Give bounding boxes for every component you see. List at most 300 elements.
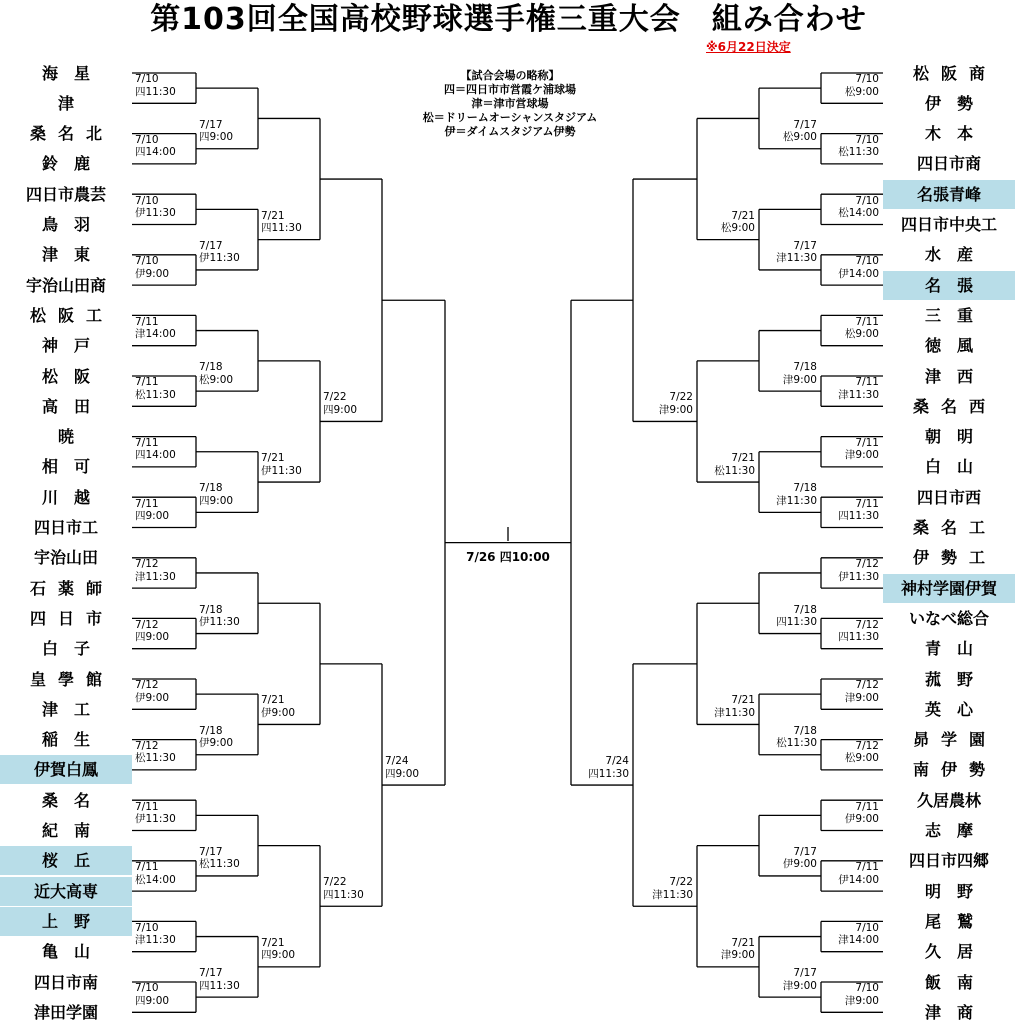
match-date: 7/12: [855, 739, 879, 752]
match-schedule: [135, 376, 176, 401]
right-team-slot: [883, 59, 1015, 88]
match-venue-time: 伊14:00: [838, 873, 879, 886]
team-name: 木 本: [924, 124, 973, 144]
match-schedule: [819, 679, 879, 704]
match-venue-time: 津9:00: [844, 994, 879, 1007]
match-date: 7/12: [135, 618, 159, 631]
match-schedule: [135, 73, 176, 98]
team-name: 英 心: [924, 699, 973, 719]
match-schedule: [695, 452, 755, 477]
match-schedule: [261, 937, 295, 962]
match-date: 7/18: [199, 603, 223, 616]
team-name: 志 摩: [924, 821, 973, 840]
match-venue-time: 伊9:00: [782, 858, 817, 871]
match-date: 7/18: [199, 361, 223, 374]
right-team-slot: [883, 634, 1015, 663]
team-name: 名張青峰: [916, 184, 981, 204]
match-date: 7/10: [135, 921, 159, 934]
match-venue-time: 松11:30: [135, 388, 176, 401]
match-venue-time: 四11:30: [135, 85, 176, 98]
match-schedule: [323, 391, 357, 416]
left-team-slot: [0, 695, 132, 724]
team-name: 宇治山田商: [25, 275, 106, 295]
right-team-slot: [883, 362, 1015, 391]
match-venue-time: 松9:00: [844, 328, 879, 341]
left-team-slot: [0, 210, 132, 239]
match-schedule: [261, 694, 295, 719]
match-venue-time: 四9:00: [135, 994, 170, 1007]
match-schedule: [135, 437, 176, 462]
team-name: 四日市四郷: [908, 851, 989, 871]
right-team-slot: [883, 422, 1015, 451]
team-name: 三 重: [924, 305, 973, 325]
match-schedule: [819, 195, 879, 220]
left-team-slot: [0, 755, 132, 784]
team-name: 海 星: [41, 63, 90, 83]
match-date: 7/21: [261, 452, 285, 465]
left-team-slot: [0, 422, 132, 451]
right-team-slot: [883, 392, 1015, 421]
match-date: 7/12: [135, 739, 159, 752]
venue-legend-line: 四＝四日市市営霞ケ浦球場: [444, 83, 576, 96]
match-venue-time: 津9:00: [720, 949, 755, 962]
match-date: 7/18: [199, 724, 223, 737]
left-team-slot: [0, 119, 132, 148]
match-venue-time: 四9:00: [385, 767, 420, 780]
left-team-slot: [0, 362, 132, 391]
team-name: 津 工: [41, 699, 90, 719]
team-name: 松阪商: [912, 63, 997, 83]
team-name: 津田学園: [33, 1002, 98, 1022]
team-name: 桑名北: [29, 124, 114, 144]
match-date: 7/18: [793, 603, 817, 616]
team-name: 川 越: [41, 487, 90, 507]
match-venue-time: 津9:00: [658, 403, 693, 416]
team-name: 鈴 鹿: [41, 154, 90, 174]
left-team-slot: [0, 846, 132, 875]
match-date: 7/17: [199, 967, 223, 980]
match-venue-time: 津9:00: [782, 979, 817, 992]
team-name: 白 子: [41, 639, 90, 659]
decision-note: ※6月22日決定: [706, 40, 791, 54]
match-venue-time: 松9:00: [782, 131, 817, 144]
left-team-slot: [0, 483, 132, 512]
match-date: 7/22: [323, 876, 347, 889]
team-name: 昴学園: [912, 730, 997, 750]
right-team-slot: [883, 180, 1015, 209]
left-team-slot: [0, 998, 132, 1027]
match-date: 7/10: [855, 73, 879, 86]
match-date: 7/11: [135, 800, 159, 813]
match-date: 7/11: [855, 376, 879, 389]
match-schedule: [757, 604, 817, 629]
left-team-slot: [0, 240, 132, 269]
team-name: 四日市農芸: [25, 184, 106, 204]
team-name: 南伊勢: [912, 760, 997, 780]
match-venue-time: 津11:30: [776, 252, 817, 265]
match-date: 7/11: [855, 497, 879, 510]
match-date: 7/21: [731, 694, 755, 707]
match-date: 7/11: [135, 436, 159, 449]
match-schedule: [757, 361, 817, 386]
team-name: 久居農林: [916, 790, 981, 810]
match-date: 7/10: [135, 133, 159, 146]
match-date: 7/11: [135, 497, 159, 510]
right-team-slot: [883, 513, 1015, 542]
match-schedule: [819, 740, 879, 765]
match-schedule: [199, 119, 233, 144]
match-date: 7/10: [855, 255, 879, 268]
left-team-slot: [0, 271, 132, 300]
match-schedule: [199, 240, 240, 265]
left-team-slot: [0, 301, 132, 330]
match-schedule: [261, 210, 302, 235]
match-date: 7/10: [135, 73, 159, 86]
match-date: 7/10: [135, 194, 159, 207]
match-venue-time: 伊14:00: [838, 267, 879, 280]
match-venue-time: 伊11:30: [135, 813, 176, 825]
match-date: 7/10: [135, 982, 159, 995]
match-schedule: [757, 846, 817, 871]
team-name: 伊 勢: [924, 93, 973, 113]
team-name: 四日市南: [33, 972, 98, 992]
match-date: 7/22: [669, 391, 693, 404]
left-team-slot: [0, 786, 132, 815]
match-venue-time: 松9:00: [199, 373, 234, 386]
match-date: 7/11: [135, 861, 159, 874]
match-schedule: [695, 210, 755, 235]
right-team-slot: [883, 998, 1015, 1027]
team-name: いなべ総合: [908, 608, 989, 628]
match-date: 7/18: [793, 361, 817, 374]
left-team-slot: [0, 59, 132, 88]
venue-legend-heading: 【試合会場の略称】: [460, 69, 560, 82]
match-schedule: [135, 255, 169, 280]
match-schedule: [819, 134, 879, 159]
match-schedule: [819, 498, 879, 523]
match-schedule: [199, 725, 233, 750]
team-name: 四日市: [29, 608, 114, 628]
left-team-slot: [0, 180, 132, 209]
match-date: 7/10: [855, 194, 879, 207]
match-date: 7/17: [793, 118, 817, 131]
right-team-slot: [883, 968, 1015, 997]
match-date: 7/11: [855, 800, 879, 813]
match-schedule: [135, 861, 176, 886]
match-venue-time: 伊9:00: [261, 706, 296, 719]
left-team-slot: [0, 665, 132, 694]
right-team-slot: [883, 574, 1015, 603]
team-name: 尾 鷲: [924, 911, 973, 931]
match-schedule: [199, 967, 240, 992]
match-date: 7/21: [731, 936, 755, 949]
match-schedule: [199, 604, 240, 629]
team-name: 久 居: [924, 942, 973, 962]
right-team-slot: [883, 271, 1015, 300]
left-team-slot: [0, 907, 132, 936]
match-schedule: [135, 982, 169, 1007]
team-name: 津 商: [924, 1002, 973, 1022]
match-venue-time: 津9:00: [844, 691, 879, 704]
match-venue-time: 伊9:00: [135, 691, 170, 704]
team-name: 皇學館: [29, 669, 114, 689]
team-name: 白 山: [924, 457, 973, 477]
team-name: 明 野: [924, 881, 973, 901]
team-name: 稲 生: [41, 730, 90, 750]
match-venue-time: 伊11:30: [261, 464, 302, 477]
match-schedule: [695, 937, 755, 962]
match-date: 7/11: [135, 315, 159, 328]
match-venue-time: 伊11:30: [199, 252, 240, 265]
match-venue-time: 四9:00: [199, 494, 234, 507]
match-schedule: [199, 846, 240, 871]
team-name: 四日市商: [916, 154, 981, 174]
venue-legend-line: 津＝津市営球場: [471, 97, 549, 110]
match-date: 7/22: [323, 391, 347, 404]
match-venue-time: 四14:00: [135, 449, 176, 462]
match-date: 7/10: [855, 133, 879, 146]
team-name: 上 野: [41, 911, 90, 931]
match-schedule: [757, 967, 817, 992]
match-venue-time: 松9:00: [844, 85, 879, 98]
match-schedule: [569, 755, 629, 780]
match-schedule: [261, 452, 302, 477]
team-name: 桑名西: [912, 396, 997, 416]
match-venue-time: 松9:00: [720, 222, 755, 235]
match-date: 7/10: [855, 982, 879, 995]
match-venue-time: 四11:30: [323, 888, 364, 901]
match-venue-time: 伊11:30: [199, 616, 240, 629]
match-date: 7/18: [793, 724, 817, 737]
right-team-slot: [883, 543, 1015, 572]
match-venue-time: 松11:30: [199, 858, 240, 871]
left-team-slot: [0, 89, 132, 118]
team-name: 徳 風: [924, 336, 973, 356]
match-venue-time: 四11:30: [838, 510, 879, 522]
right-team-slot: [883, 665, 1015, 694]
left-team-slot: [0, 331, 132, 360]
match-venue-time: 津14:00: [135, 328, 176, 341]
team-name: 神村学園伊賀: [900, 578, 997, 598]
match-date: 7/22: [669, 876, 693, 889]
team-name: 伊賀白鳳: [33, 760, 98, 780]
right-team-slot: [883, 846, 1015, 875]
right-team-slot: [883, 149, 1015, 178]
match-schedule: [819, 73, 879, 98]
right-team-slot: [883, 907, 1015, 936]
team-name: 津 東: [41, 245, 90, 265]
match-schedule: [135, 801, 176, 826]
right-team-slot: [883, 786, 1015, 815]
team-name: 津 西: [924, 366, 973, 386]
right-team-slot: [883, 937, 1015, 966]
right-team-slot: [883, 725, 1015, 754]
match-schedule: [135, 740, 176, 765]
final-match-label: 7/26 四10:00: [466, 550, 550, 564]
match-venue-time: 四11:30: [776, 616, 817, 629]
match-schedule: [757, 482, 817, 507]
match-date: 7/10: [855, 921, 879, 934]
match-venue-time: 四9:00: [199, 131, 234, 144]
match-schedule: [135, 195, 176, 220]
right-team-slot: [883, 816, 1015, 845]
match-venue-time: 四9:00: [261, 949, 296, 962]
match-schedule: [819, 619, 879, 644]
team-name: 菰 野: [924, 669, 973, 689]
match-date: 7/17: [793, 845, 817, 858]
left-team-slot: [0, 574, 132, 603]
team-name: 相 可: [41, 457, 90, 477]
team-name: 紀 南: [41, 821, 90, 840]
team-name: 桜 丘: [41, 851, 90, 871]
match-date: 7/11: [855, 436, 879, 449]
match-schedule: [819, 922, 879, 947]
match-schedule: [135, 922, 176, 947]
match-date: 7/11: [855, 315, 879, 328]
match-date: 7/17: [199, 239, 223, 252]
match-schedule: [633, 876, 693, 901]
right-team-slot: [883, 452, 1015, 481]
right-team-slot: [883, 331, 1015, 360]
right-team-slot: [883, 604, 1015, 633]
match-date: 7/24: [605, 755, 629, 768]
match-schedule: [757, 119, 817, 144]
match-schedule: [135, 134, 176, 159]
right-team-slot: [883, 89, 1015, 118]
team-name: 飯 南: [924, 972, 973, 992]
match-date: 7/12: [135, 679, 159, 692]
match-schedule: [819, 316, 879, 341]
match-schedule: [819, 801, 879, 826]
right-team-slot: [883, 877, 1015, 906]
team-name: 石薬師: [29, 578, 114, 598]
right-team-slot: [883, 695, 1015, 724]
match-date: 7/21: [261, 209, 285, 222]
match-venue-time: 津11:30: [135, 934, 176, 947]
match-venue-time: 松11:30: [776, 737, 817, 750]
match-venue-time: 四9:00: [135, 631, 170, 644]
team-name: 朝 明: [924, 427, 973, 447]
match-venue-time: 四11:30: [838, 631, 879, 644]
match-schedule: [135, 558, 176, 583]
team-name: 桑名工: [912, 518, 997, 537]
match-venue-time: 松9:00: [844, 752, 879, 765]
match-venue-time: 津11:30: [776, 494, 817, 507]
match-venue-time: 四11:30: [261, 222, 302, 235]
team-name: 津: [57, 93, 74, 113]
match-date: 7/12: [855, 558, 879, 571]
team-name: 鳥 羽: [41, 215, 90, 234]
match-venue-time: 津11:30: [652, 888, 693, 901]
left-team-slot: [0, 877, 132, 906]
match-date: 7/17: [199, 118, 223, 131]
match-venue-time: 伊9:00: [199, 737, 234, 750]
match-venue-time: 津9:00: [844, 449, 879, 462]
match-schedule: [819, 255, 879, 280]
match-date: 7/21: [261, 936, 285, 949]
match-date: 7/12: [855, 618, 879, 631]
match-schedule: [135, 498, 169, 523]
match-venue-time: 津11:30: [714, 706, 755, 719]
match-venue-time: 津14:00: [838, 934, 879, 947]
match-schedule: [757, 240, 817, 265]
match-date: 7/12: [135, 558, 159, 571]
team-name: 四日市中央工: [900, 215, 997, 234]
right-team-slot: [883, 301, 1015, 330]
left-team-slot: [0, 149, 132, 178]
match-schedule: [385, 755, 419, 780]
match-date: 7/18: [199, 482, 223, 495]
page-title: 第103回全国高校野球選手権三重大会 組み合わせ: [150, 2, 867, 37]
match-schedule: [819, 861, 879, 886]
left-team-slot: [0, 604, 132, 633]
match-date: 7/21: [261, 694, 285, 707]
left-team-slot: [0, 725, 132, 754]
right-team-slot: [883, 119, 1015, 148]
match-venue-time: 松11:30: [838, 146, 879, 159]
match-schedule: [135, 679, 169, 704]
left-team-slot: [0, 937, 132, 966]
match-date: 7/17: [793, 239, 817, 252]
team-name: 神 戸: [41, 336, 90, 356]
match-schedule: [199, 361, 233, 386]
match-date: 7/21: [731, 209, 755, 222]
match-venue-time: 津11:30: [135, 570, 176, 583]
match-venue-time: 四14:00: [135, 146, 176, 159]
team-name: 近大高専: [33, 881, 98, 901]
left-team-slot: [0, 513, 132, 542]
match-date: 7/11: [855, 861, 879, 874]
team-name: 水 産: [924, 245, 973, 265]
match-venue-time: 松14:00: [838, 207, 879, 219]
venue-legend-line: 伊＝ダイムスタジアム伊勢: [444, 125, 576, 138]
team-name: 松阪工: [29, 305, 114, 325]
team-name: 名 張: [924, 275, 973, 295]
left-team-slot: [0, 543, 132, 572]
match-schedule: [757, 725, 817, 750]
match-date: 7/17: [793, 967, 817, 980]
match-date: 7/10: [135, 255, 159, 268]
team-name: 亀 山: [41, 942, 90, 962]
match-schedule: [819, 437, 879, 462]
match-venue-time: 四11:30: [199, 979, 240, 992]
match-schedule: [135, 316, 176, 341]
match-schedule: [199, 482, 233, 507]
match-venue-time: 伊9:00: [135, 267, 170, 280]
match-venue-time: 四9:00: [323, 403, 358, 416]
match-venue-time: 伊11:30: [838, 570, 879, 583]
match-date: 7/12: [855, 679, 879, 692]
match-venue-time: 松11:30: [714, 464, 755, 477]
match-date: 7/11: [135, 376, 159, 389]
match-schedule: [323, 876, 364, 901]
team-name: 四日市西: [916, 487, 981, 507]
match-date: 7/24: [385, 755, 409, 768]
match-venue-time: 四9:00: [135, 510, 170, 522]
left-team-slot: [0, 392, 132, 421]
left-team-slot: [0, 816, 132, 845]
match-venue-time: 伊9:00: [844, 813, 879, 825]
match-date: 7/18: [793, 482, 817, 495]
left-team-slot: [0, 452, 132, 481]
match-schedule: [695, 694, 755, 719]
team-name: 伊勢工: [912, 548, 997, 568]
match-venue-time: 松11:30: [135, 752, 176, 765]
right-team-slot: [883, 210, 1015, 239]
match-schedule: [819, 558, 879, 583]
match-schedule: [819, 982, 879, 1007]
match-schedule: [135, 619, 169, 644]
